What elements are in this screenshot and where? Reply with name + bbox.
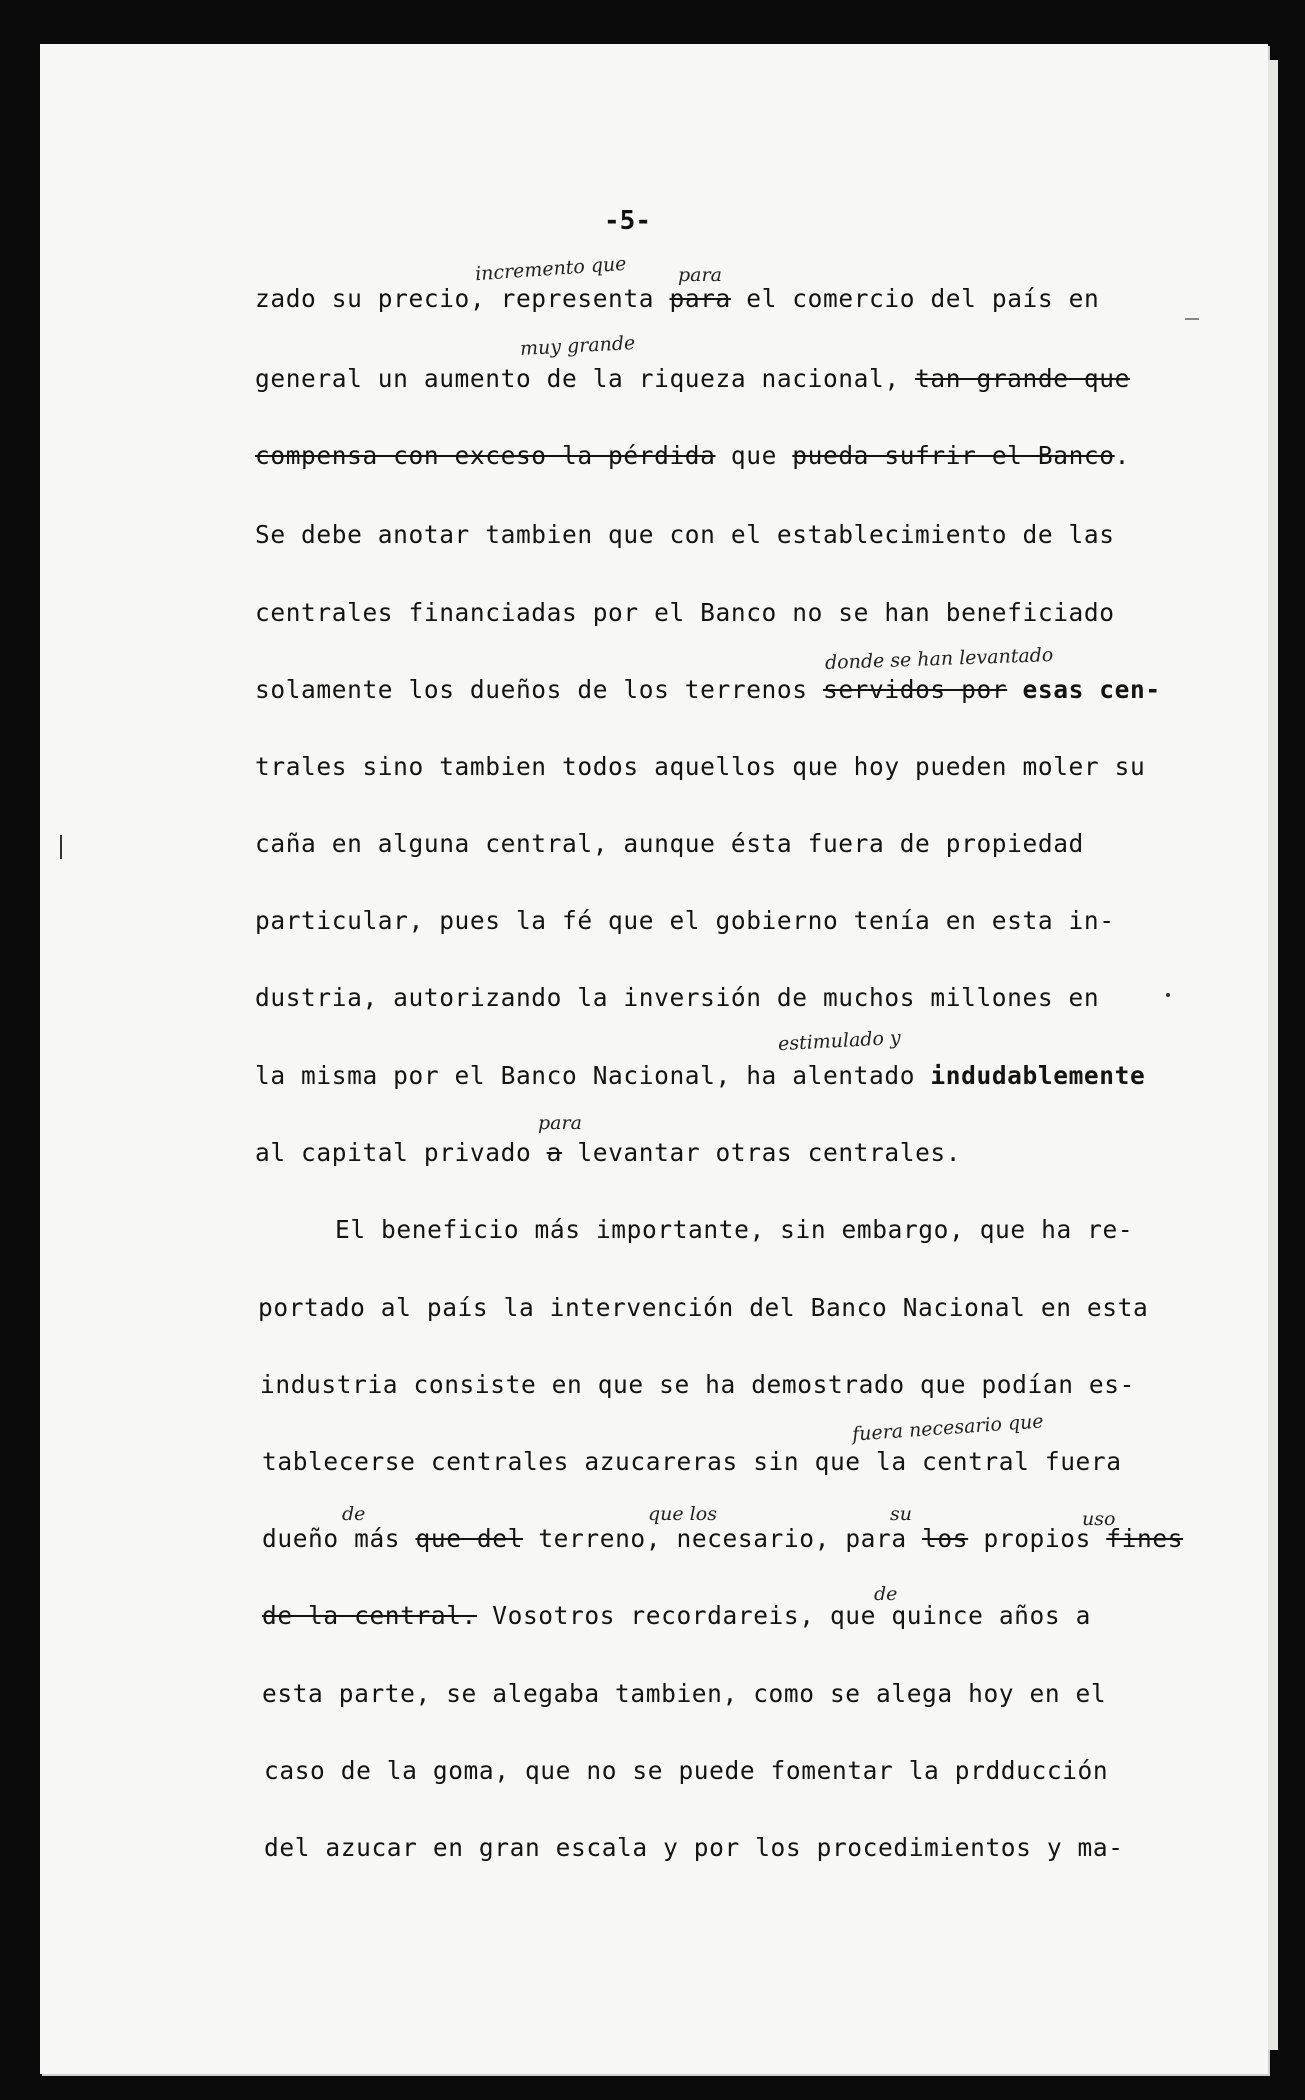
text-line: dustria, autorizando la inversión de muchos millones en — [255, 983, 1100, 1012]
text-line: caso de la goma, que no se puede fomentar la prdducción — [264, 1756, 1109, 1785]
text-line: dueño más que del terreno, necesario, para los propios fines — [262, 1524, 1184, 1553]
text-line: trales sino tambien todos aquellos que hoy pueden moler su — [255, 752, 1146, 781]
handwritten-insertion: fuera necesario que — [851, 1410, 1045, 1446]
text-line: general un aumento de la riqueza nacional, tan grande que — [255, 364, 1130, 393]
handwritten-insertion: estimulado y — [777, 1026, 902, 1056]
handwritten-insertion: uso — [1082, 1508, 1116, 1530]
handwritten-insertion: que los — [648, 1503, 717, 1525]
text-line: industria consiste en que se ha demostrado que podían es- — [260, 1370, 1135, 1399]
text-line: El beneficio más importante, sin embargo, que ha re- — [335, 1215, 1134, 1244]
text-line: esta parte, se alegaba tambien, como se alega hoy en el — [262, 1679, 1107, 1708]
text-line: del azucar en gran escala y por los procedimientos y ma- — [264, 1833, 1124, 1862]
text-line: zado su precio, representa para el comercio del país en — [255, 284, 1100, 313]
handwritten-insertion: de — [342, 1503, 366, 1525]
text-line: caña en alguna central, aunque ésta fuera de propiedad — [255, 829, 1084, 858]
margin-mark — [1166, 993, 1170, 997]
text-line: tablecerse centrales azucareras sin que la central fuera — [262, 1447, 1122, 1476]
text-line: particular, pues la fé que el gobierno tenía en esta in- — [255, 906, 1115, 935]
text-line: Se debe anotar tambien que con el establecimiento de las — [255, 520, 1115, 549]
page-edge — [1268, 60, 1278, 2050]
handwritten-insertion: donde se han levantado — [824, 644, 1054, 674]
text-line: portado al país la intervención del Banco Nacional en esta — [258, 1293, 1149, 1322]
handwritten-insertion: para — [538, 1112, 582, 1134]
handwritten-insertion: para — [678, 264, 722, 286]
text-line: centrales financiadas por el Banco no se han beneficiado — [255, 598, 1115, 627]
page-number: -5- — [604, 206, 651, 236]
margin-mark — [60, 835, 62, 859]
text-line: la misma por el Banco Nacional, ha alentado indudablemente — [255, 1061, 1146, 1090]
text-line: al capital privado a levantar otras centrales. — [255, 1138, 962, 1167]
text-line: de la central. Vosotros recordareis, que quince años a — [262, 1601, 1091, 1630]
text-line: compensa con exceso la pérdida que pueda sufrir el Banco. — [255, 441, 1130, 470]
handwritten-insertion: de — [874, 1583, 898, 1605]
handwritten-insertion: muy grande — [519, 331, 636, 361]
text-line: solamente los dueños de los terrenos servidos por esas cen- — [255, 675, 1161, 704]
handwritten-insertion: su — [890, 1503, 912, 1525]
margin-mark — [1185, 318, 1199, 320]
handwritten-insertion: incremento que — [474, 252, 628, 286]
